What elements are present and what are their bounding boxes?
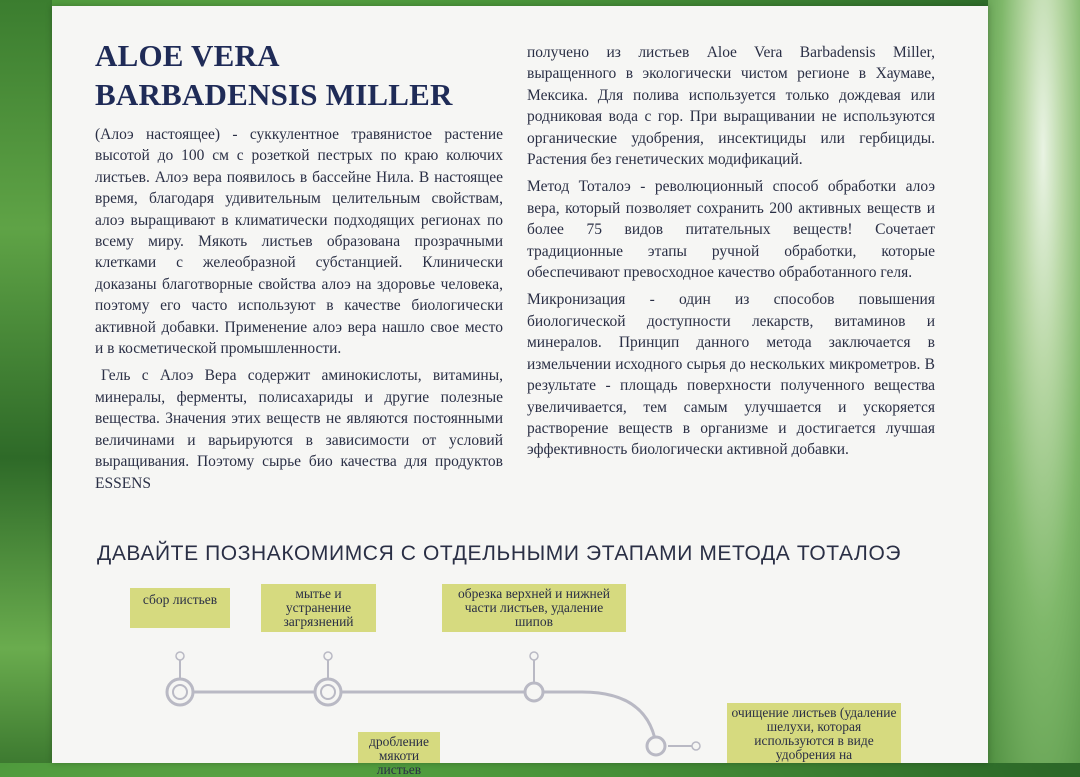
- left-paragraph-2: Гель с Алоэ Вера содержит аминокислоты, витамины, минералы, ферменты, полисахариды и другие полезные вещества. Значения этих веществ не являются постоянными величинами и варьируются в зависимости от условий выращивания. Поэтому сырье био качества для продуктов ESSENS: [95, 367, 503, 492]
- step-box-5: [358, 732, 440, 777]
- timeline-node-1-small: [176, 652, 184, 660]
- right-paragraph-2: Метод Тоталоэ - революционный способ обработки алоэ вера, который позволяет сохранить 200 активных веществ и более 75 видов питательных веществ! Сочетает традиционные этапы ручной обработки, которые обеспечивают превосходное качество обработанного геля.: [527, 178, 935, 282]
- right-paragraph-3: Микронизация - один из способов повышения биологической доступности лекарств, витаминов и минералов. Принцип данного метода заключается в измельчении исходного сырья до нескольких микрометров. В результате - площадь поверхности полученного вещества увеличивается, тем самым улучшается и ускоряется растворение веществ в организме и достигается лучшая эффективность биологически активной добавки.: [527, 291, 935, 459]
- step-label-3: обрезка верхней и нижней части листьев, удаление шипов: [457, 586, 610, 629]
- title-line-2: BARBADENSIS MILLER: [95, 77, 453, 112]
- step-box-3: [442, 584, 626, 632]
- timeline-node-3: [525, 683, 543, 701]
- title-line-1: ALOE VERA: [95, 38, 280, 73]
- step-box-4: [727, 703, 901, 763]
- left-paragraph-1: (Алоэ настоящее) - суккулентное травянистое растение высотой до 100 см с розеткой пестрых по краю колючих листьев. Алоэ вера появилось в бассейне Нила. В настоящее время, благодаря удивительным целительным свойствам, алоэ выращивают в климатически подходящих регионах по всему миру. Мякоть листьев образована прозрачными клетками с желеобразной субстанцией. Клинически доказаны благотворные свойства алоэ на здоровье человека, поэтому его часто используют в качестве биологически активной добавки. Применение алоэ вера нашло свое место и в косметической промышленности.: [95, 126, 503, 358]
- timeline-node-2-inner: [321, 685, 335, 699]
- timeline-node-4: [647, 737, 665, 755]
- timeline-node-3-small: [530, 652, 538, 660]
- document-page: [52, 6, 988, 777]
- right-paragraph-1: получено из листьев Aloe Vera Barbadensis Miller, выращенного в экологически чистом регионе в Хаумаве, Мексика. Для полива используется только дождевая или родниковая вода с гор. При выращивании не используются органические удобрения, инсектициды или гербициды. Растения без генетических модификаций.: [527, 44, 935, 169]
- timeline-node-1-inner: [173, 685, 187, 699]
- timeline-node-4-small: [692, 742, 700, 750]
- timeline-node-2-small: [324, 652, 332, 660]
- left-column: [95, 124, 503, 500]
- step-label-5: дробление мякоти листьев: [368, 734, 430, 777]
- step-box-1: [130, 588, 230, 628]
- page-title: [95, 36, 515, 114]
- section-heading: ДАВАЙТЕ ПОЗНАКОМИМСЯ С ОТДЕЛЬНЫМИ ЭТАПАМИ МЕТОДА ТОТАЛОЭ: [97, 542, 902, 565]
- right-column: [527, 42, 935, 467]
- step-label-2: мытье и устранение загрязнений: [283, 586, 354, 629]
- background-foliage-left: [0, 0, 52, 763]
- step-label-1: сбор листьев: [142, 592, 218, 607]
- background-foliage-right: [988, 0, 1080, 763]
- step-label-4: очищение листьев (удаление шелухи, которая используются в виде удобрения на: [731, 705, 897, 762]
- step-box-2: [261, 584, 376, 632]
